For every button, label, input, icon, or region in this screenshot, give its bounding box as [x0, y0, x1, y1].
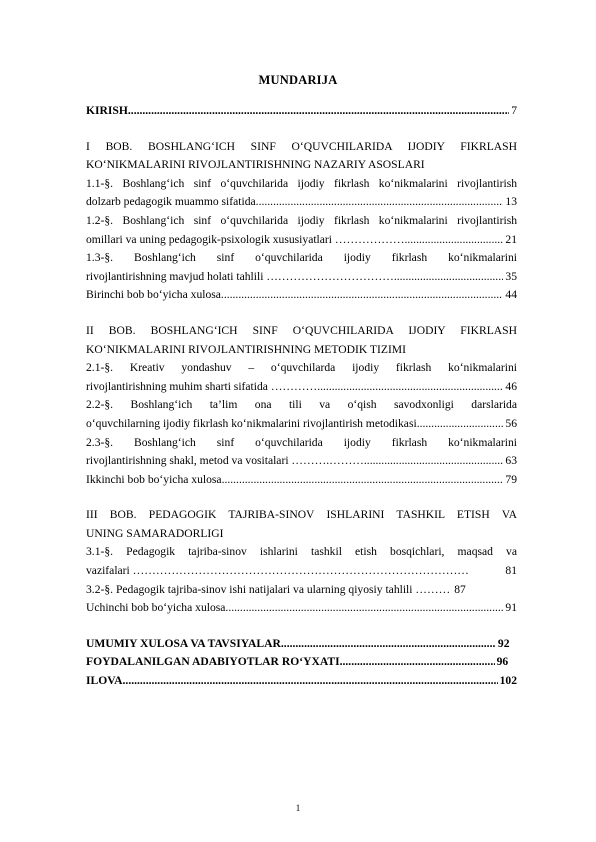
chapter-heading-cont: KO‘NIKMALARINI RIVOJLANTIRISHNING NAZARIY ASOSLARI — [86, 158, 425, 172]
toc-page-number: 13 — [505, 195, 517, 209]
toc-page-number: 79 — [505, 472, 517, 486]
toc-entry-label: Uchinchi bob bo‘yicha xulosa — [86, 601, 226, 615]
toc-entry-label: ILOVA — [86, 674, 123, 688]
toc-section-line: 3.1-§. Pedagogik tajriba-sinov ishlarini tashkil etish bosqichlari, maqsad va — [86, 545, 517, 559]
toc-entry-references — [86, 653, 517, 672]
toc-entry-label: rivojlantirishning shakl, metod va vositalari ……….……… — [86, 454, 364, 468]
dot-leader — [225, 599, 503, 618]
toc-entry-kirish — [86, 102, 517, 121]
toc-entry-chapter-summary — [86, 471, 517, 490]
toc-entry-label: Ikkinchi bob bo‘yicha xulosa — [86, 472, 222, 486]
dot-leader — [417, 415, 504, 434]
toc-entry-label: FOYDALANILGAN ADABIYOTLAR RO‘YXATI — [86, 655, 340, 669]
toc-page-number: 87 — [454, 582, 466, 596]
toc-section-line: 2.1-§. Kreativ yondashuv – o‘quvchilarda ijodiy fikrlash ko‘nikmalarini — [86, 361, 517, 375]
page-number: 1 — [295, 803, 301, 813]
toc-entry — [86, 415, 517, 434]
toc-entry-appendix — [86, 672, 517, 691]
toc-entry-label: KIRISH — [86, 104, 128, 117]
toc-entry-label: omillari va uning pedagogik-psixologik xususiyatlari ……………… — [86, 232, 405, 246]
dot-leader — [221, 286, 503, 305]
dot-leader — [404, 231, 503, 250]
toc-entry-label: Birinchi bob bo‘yicha xulosa — [86, 288, 221, 302]
chapter-heading: I BOB. BOSHLANG‘ICH SINF O‘QUVCHILARIDA IJODIY FIKRLASH — [86, 139, 517, 153]
dot-leader — [340, 653, 495, 672]
toc-page-number: 91 — [505, 601, 517, 615]
toc-entry-label: vazifalari …………………………………………………………………………… — [86, 564, 469, 578]
dot-leader — [394, 268, 504, 287]
dot-leader — [222, 471, 504, 490]
dot-leader — [256, 193, 504, 212]
toc-page-number: 96 — [496, 655, 509, 669]
toc-entry-chapter-summary — [86, 286, 517, 305]
toc-entry-label: dolzarb pedagogik muammo sifatida — [86, 195, 256, 209]
toc-section-line: 1.3-§. Boshlang‘ich sinf o‘quvchilarida ijodiy fikrlash ko‘nikmalarini — [86, 251, 517, 265]
toc-entry-label: o‘quvchilarning ijodiy fikrlash ko‘nikmalarini rivojlantirish metodikasi — [86, 416, 417, 430]
toc-entry-label: 3.2-§. Pedagogik tajriba-sinov ishi natijalari va ularning qiyosiy tahlili ……… — [86, 582, 451, 596]
toc-page-number: 7 — [511, 104, 517, 117]
chapter-heading-cont: UNING SAMARADORLIGI — [86, 526, 224, 540]
toc-entry — [86, 231, 517, 250]
toc-section-line: 2.3-§. Boshlang‘ich sinf o‘quvchilarida ijodiy fikrlash ko‘nikmalarini — [86, 435, 517, 449]
toc-page-number: 35 — [505, 269, 517, 283]
toc-entry — [86, 581, 517, 600]
toc-page-number: 102 — [499, 674, 517, 688]
toc-entry — [86, 378, 517, 397]
toc-entry — [86, 562, 517, 581]
toc-page-number: 63 — [505, 454, 517, 468]
chapter-heading-cont: KO‘NIKMALARINI RIVOJLANTIRISHNING METODIK TIZIMI — [86, 342, 406, 356]
toc-entry-label: rivojlantirishning muhim sharti sifatida ………… — [86, 379, 318, 393]
dot-leader — [123, 672, 498, 691]
toc-entry — [86, 268, 517, 287]
chapter-heading: III BOB. PEDAGOGIK TAJRIBA-SINOV ISHLARINI TASHKIL ETISH VA — [86, 508, 517, 522]
dot-leader — [128, 102, 509, 121]
toc-page-number: 21 — [505, 232, 517, 246]
dot-leader — [281, 635, 496, 654]
toc-page-number: 81 — [505, 564, 517, 578]
table-of-contents — [86, 102, 517, 691]
dot-leader — [364, 452, 504, 471]
toc-section-line: 1.2-§. Boshlang‘ich sinf o‘quvchilarida ijodiy fikrlash ko‘nikmalarini rivojlantirish — [86, 213, 517, 227]
toc-section-line: 2.2-§. Boshlang‘ich ta’lim ona tili va o‘qish savodxonligi darslarida — [86, 398, 517, 412]
dot-leader — [317, 378, 503, 397]
toc-section-line: 1.1-§. Boshlang‘ich sinf o‘quvchilarida ijodiy fikrlash ko‘nikmalarini rivojlantirish — [86, 176, 517, 190]
toc-page-number: 46 — [505, 379, 517, 393]
chapter-heading: II BOB. BOSHLANG‘ICH SINF O‘QUVCHILARIDA IJODIY FIKRLASH — [86, 323, 517, 337]
toc-entry-label: rivojlantirishning mavjud holati tahlili …………………………… — [86, 269, 394, 283]
toc-entry-label: UMUMIY XULOSA VA TAVSIYALAR — [86, 636, 281, 650]
toc-page-number: 56 — [505, 416, 517, 430]
toc-page-number: 92 — [497, 636, 510, 650]
toc-entry — [86, 452, 517, 471]
page-title: MUNDARIJA — [258, 73, 338, 87]
toc-entry-chapter-summary — [86, 599, 517, 618]
toc-entry-conclusion — [86, 635, 546, 654]
toc-entry — [86, 193, 517, 212]
toc-page-number: 44 — [505, 288, 517, 302]
